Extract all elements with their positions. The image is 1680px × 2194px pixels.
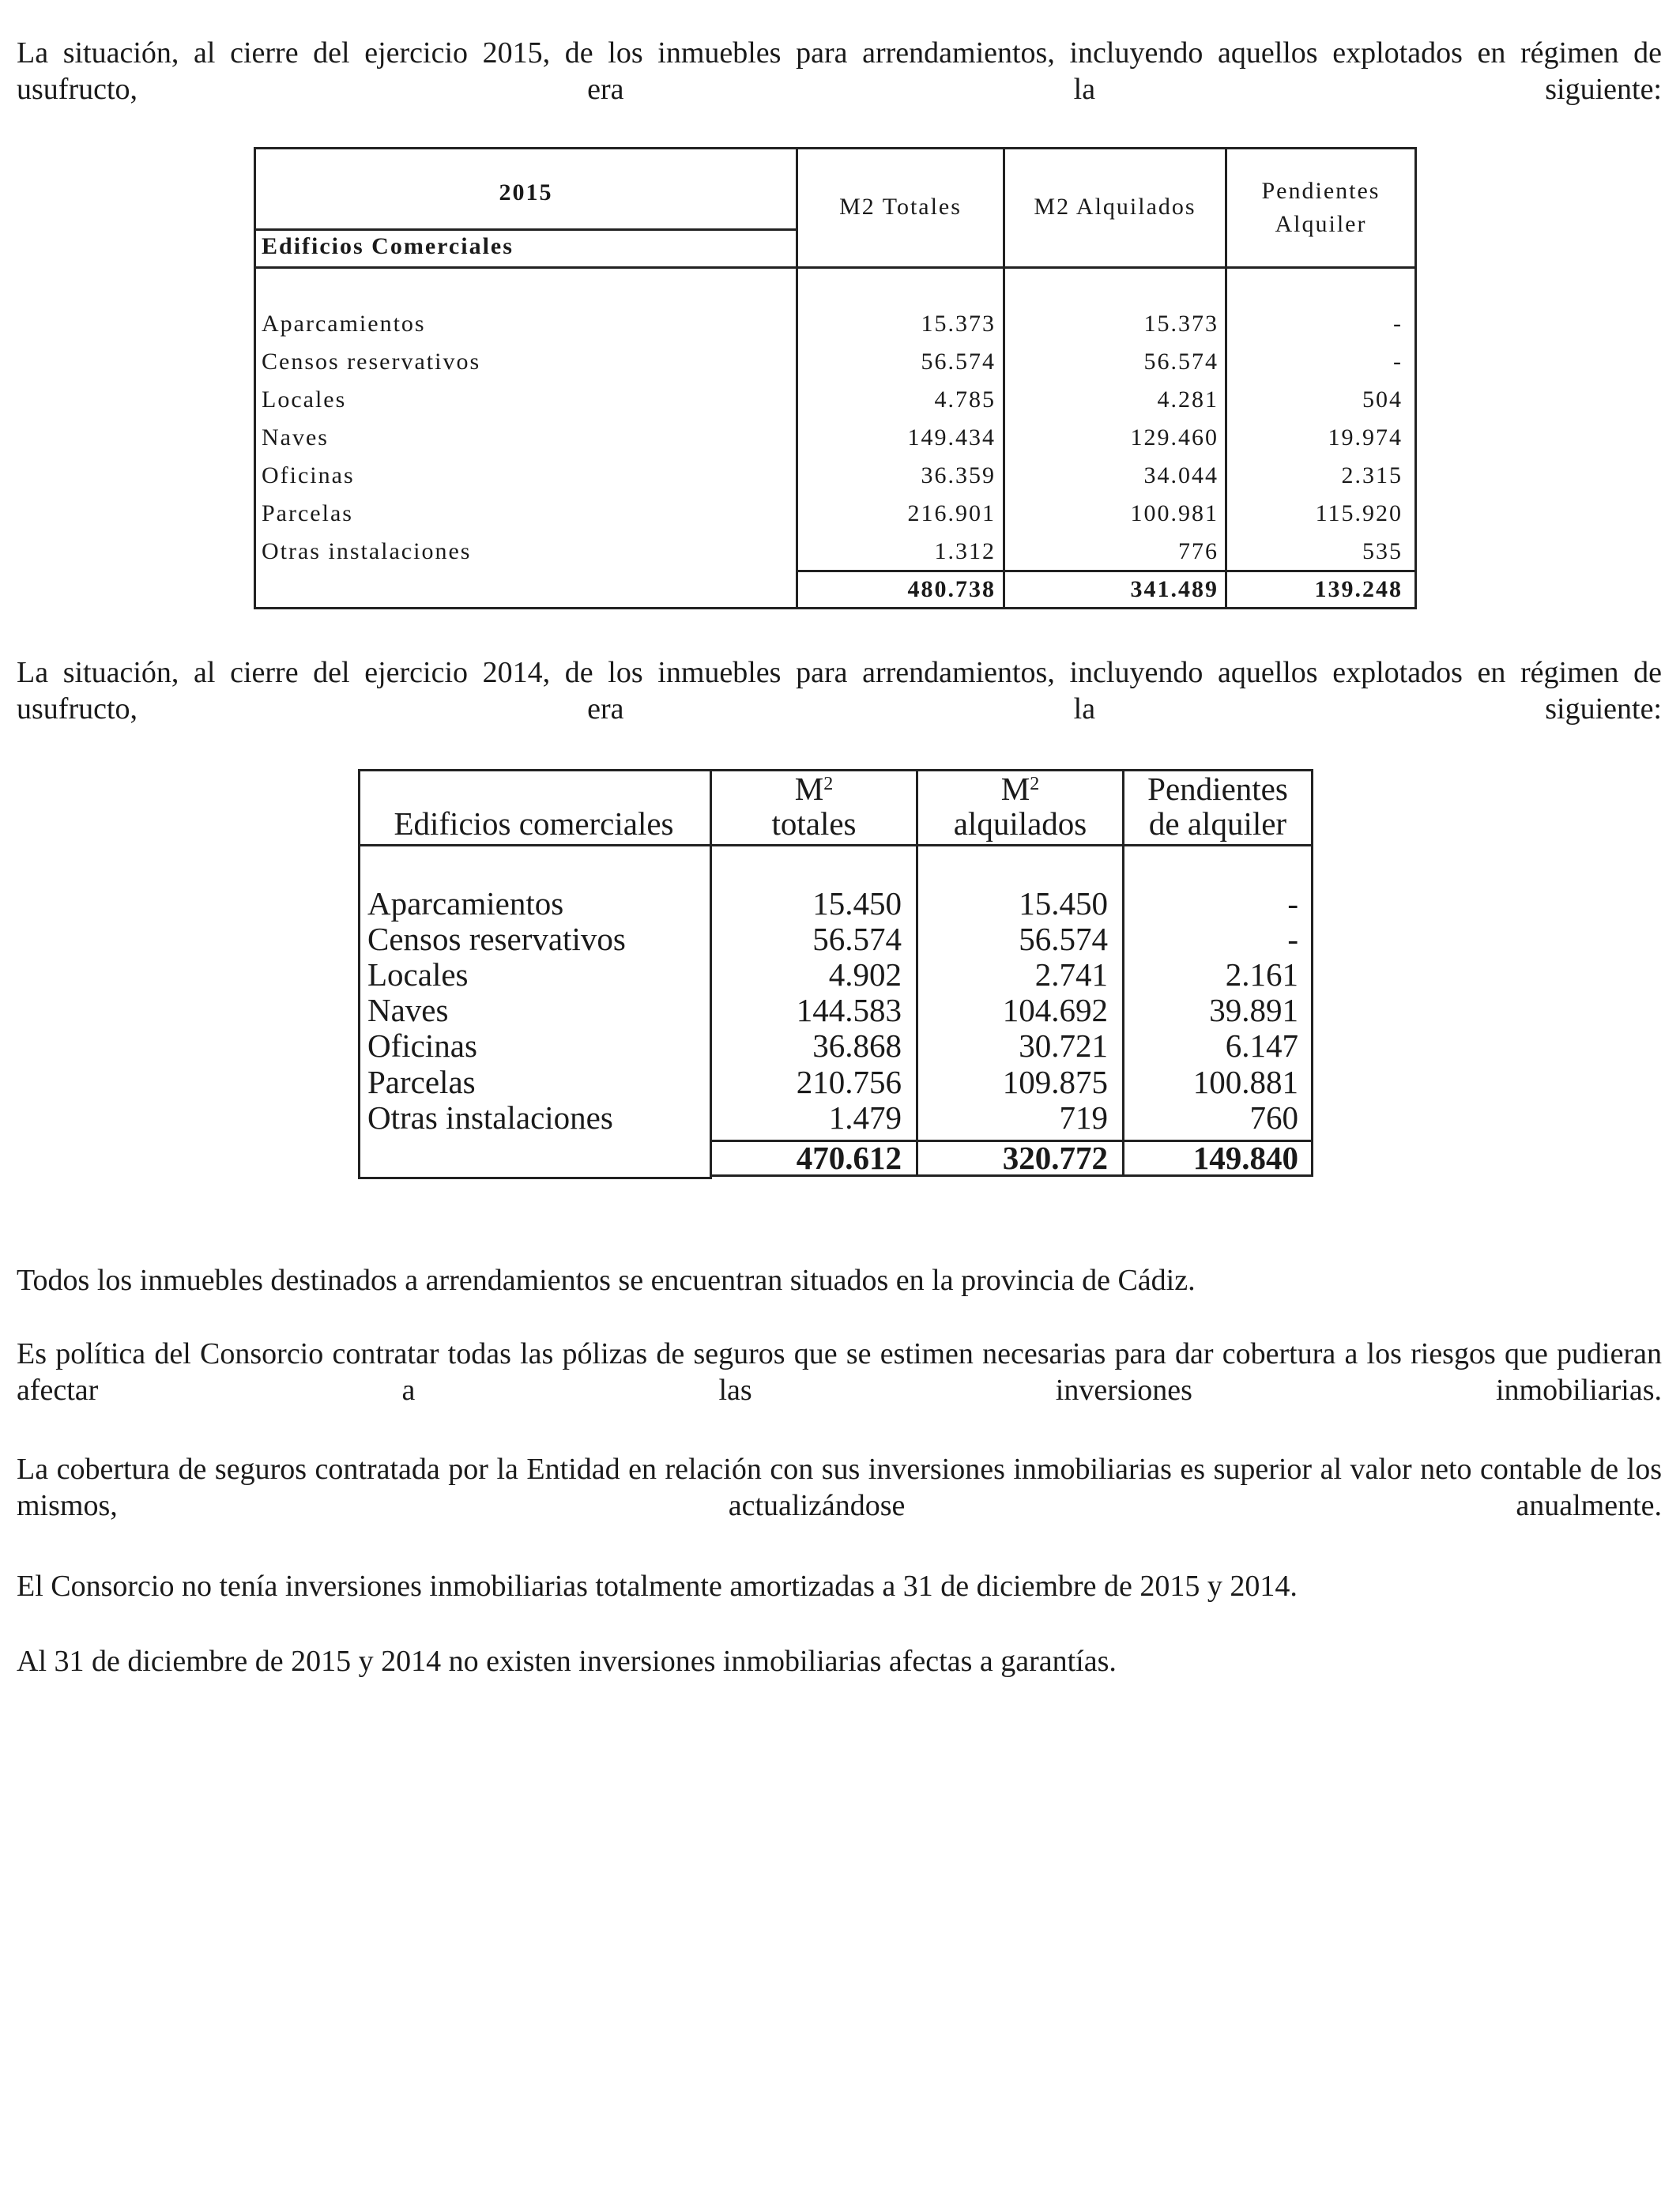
cell-total: 4.902 <box>828 956 902 993</box>
cell-rented: 104.692 <box>1002 992 1108 1028</box>
header-m2-totales: M2 Totales <box>839 194 962 220</box>
row-label: Censos reservativos <box>262 349 481 375</box>
cell-total: 149.434 <box>907 424 996 450</box>
section-heading: Edificios Comerciales <box>262 233 514 259</box>
superscript-2: 2 <box>1030 774 1040 794</box>
total-m2-alquilados: 320.772 <box>1002 1140 1108 1176</box>
total-m2-alquilados: 341.489 <box>1130 576 1219 602</box>
row-label: Oficinas <box>262 462 355 488</box>
total-pendientes: 149.840 <box>1192 1140 1298 1176</box>
year-heading: 2015 <box>499 179 553 205</box>
cell-pending: 2.315 <box>1341 462 1403 488</box>
cell-rented: 15.450 <box>1019 885 1108 922</box>
cell-total: 4.785 <box>934 386 996 413</box>
row-label: Otras instalaciones <box>262 538 472 564</box>
header-pendientes-line2: de alquiler <box>1148 805 1287 842</box>
cell-total: 210.756 <box>796 1064 902 1100</box>
table-border <box>358 1177 712 1179</box>
cell-pending: 100.881 <box>1192 1064 1298 1100</box>
header-divider <box>358 844 1313 846</box>
cell-pending: 760 <box>1249 1099 1298 1136</box>
insurance-coverage-paragraph: La cobertura de seguros contratada por la Entidad en relación con sus inversiones inmobiliarias es superior al valor neto contable de los mismos, actualizándose anualmente. <box>17 1453 1662 1522</box>
cell-pending: 19.974 <box>1328 424 1403 450</box>
row-label: Locales <box>367 956 469 993</box>
location-paragraph: Todos los inmuebles destinados a arrendamientos se encuentran situados en la provincia de Cádiz. <box>17 1264 1196 1297</box>
totals-divider <box>796 570 1414 572</box>
total-m2-totales: 480.738 <box>907 576 996 602</box>
cell-pending: - <box>1393 349 1403 375</box>
table-border <box>1311 769 1313 1177</box>
cell-pending: - <box>1287 921 1298 957</box>
cell-rented: 4.281 <box>1157 386 1219 413</box>
cell-total: 144.583 <box>796 992 902 1028</box>
cell-total: 216.901 <box>907 500 996 526</box>
row-label: Parcelas <box>262 500 353 526</box>
row-label: Otras instalaciones <box>367 1099 613 1136</box>
cell-pending: 6.147 <box>1225 1027 1298 1064</box>
header-pendientes-line2: Alquiler <box>1275 211 1367 237</box>
row-label: Naves <box>367 992 449 1028</box>
cell-pending: 504 <box>1362 386 1403 413</box>
cell-pending: 535 <box>1362 538 1403 564</box>
cell-rented: 56.574 <box>1019 921 1108 957</box>
table-2015 <box>254 147 1417 609</box>
cell-total: 1.312 <box>934 538 996 564</box>
cell-total: 36.868 <box>812 1027 902 1064</box>
guarantees-paragraph: Al 31 de diciembre de 2015 y 2014 no existen inversiones inmobiliarias afectas a garantías. <box>17 1645 1117 1678</box>
cell-total: 1.479 <box>828 1099 902 1136</box>
cell-rented: 56.574 <box>1143 349 1219 375</box>
superscript-2: 2 <box>823 774 834 794</box>
row-label: Censos reservativos <box>367 921 626 957</box>
intro-2014-paragraph: La situación, al cierre del ejercicio 2014, de los inmuebles para arrendamientos, incluyendo aquellos explotados en régimen de usufructo, era la siguiente: <box>17 656 1662 726</box>
row-label: Parcelas <box>367 1064 476 1100</box>
cell-rented: 34.044 <box>1143 462 1219 488</box>
insurance-policy-paragraph: Es política del Consorcio contratar todas las pólizas de seguros que se estimen necesarias para dar cobertura a los riesgos que pudieran afectar a las inversiones inmobiliarias. <box>17 1337 1662 1407</box>
row-label: Aparcamientos <box>367 885 564 922</box>
intro-2015-paragraph: La situación, al cierre del ejercicio 2015, de los inmuebles para arrendamientos, incluyendo aquellos explotados en régimen de usufructo, era la siguiente: <box>17 36 1662 106</box>
header-m2-alquilados-unit: $M^2$ <box>1000 771 1040 807</box>
cell-rented: 100.981 <box>1130 500 1219 526</box>
row-label: Oficinas <box>367 1027 477 1064</box>
cell-total: 56.574 <box>812 921 902 957</box>
cell-rented: 719 <box>1059 1099 1108 1136</box>
header-m2-totales-unit: $M^2$ <box>794 771 834 807</box>
header-m2-totales: totales <box>771 805 857 842</box>
cell-pending: - <box>1287 885 1298 922</box>
row-label: Naves <box>262 424 329 450</box>
header-m2-alquilados: M2 Alquilados <box>1034 194 1196 220</box>
cell-rented: 129.460 <box>1130 424 1219 450</box>
cell-rented: 776 <box>1178 538 1219 564</box>
cell-rented: 30.721 <box>1019 1027 1108 1064</box>
cell-total: 36.359 <box>921 462 996 488</box>
total-pendientes: 139.248 <box>1314 576 1403 602</box>
total-m2-totales: 470.612 <box>796 1140 902 1176</box>
amortization-paragraph: El Consorcio no tenía inversiones inmobiliarias totalmente amortizadas a 31 de diciembre de 2015 y 2014. <box>17 1570 1298 1603</box>
header-pendientes-line1: Pendientes <box>1147 771 1288 807</box>
section-heading: Edificios comerciales <box>394 805 674 842</box>
cell-pending: 2.161 <box>1225 956 1298 993</box>
cell-pending: - <box>1393 311 1403 337</box>
table-2014 <box>358 769 1313 1177</box>
cell-pending: 115.920 <box>1315 500 1403 526</box>
header-pendientes-line1: Pendientes <box>1261 178 1381 204</box>
cell-rented: 2.741 <box>1034 956 1108 993</box>
row-label: Locales <box>262 386 347 413</box>
header-m2-alquilados: alquilados <box>953 805 1087 842</box>
cell-total: 15.373 <box>921 311 996 337</box>
cell-total: 15.450 <box>812 885 902 922</box>
cell-pending: 39.891 <box>1209 992 1298 1028</box>
cell-total: 56.574 <box>921 349 996 375</box>
header-divider <box>256 266 1414 269</box>
cell-rented: 15.373 <box>1143 311 1219 337</box>
cell-rented: 109.875 <box>1002 1064 1108 1100</box>
row-divider <box>256 228 796 231</box>
row-label: Aparcamientos <box>262 311 426 337</box>
